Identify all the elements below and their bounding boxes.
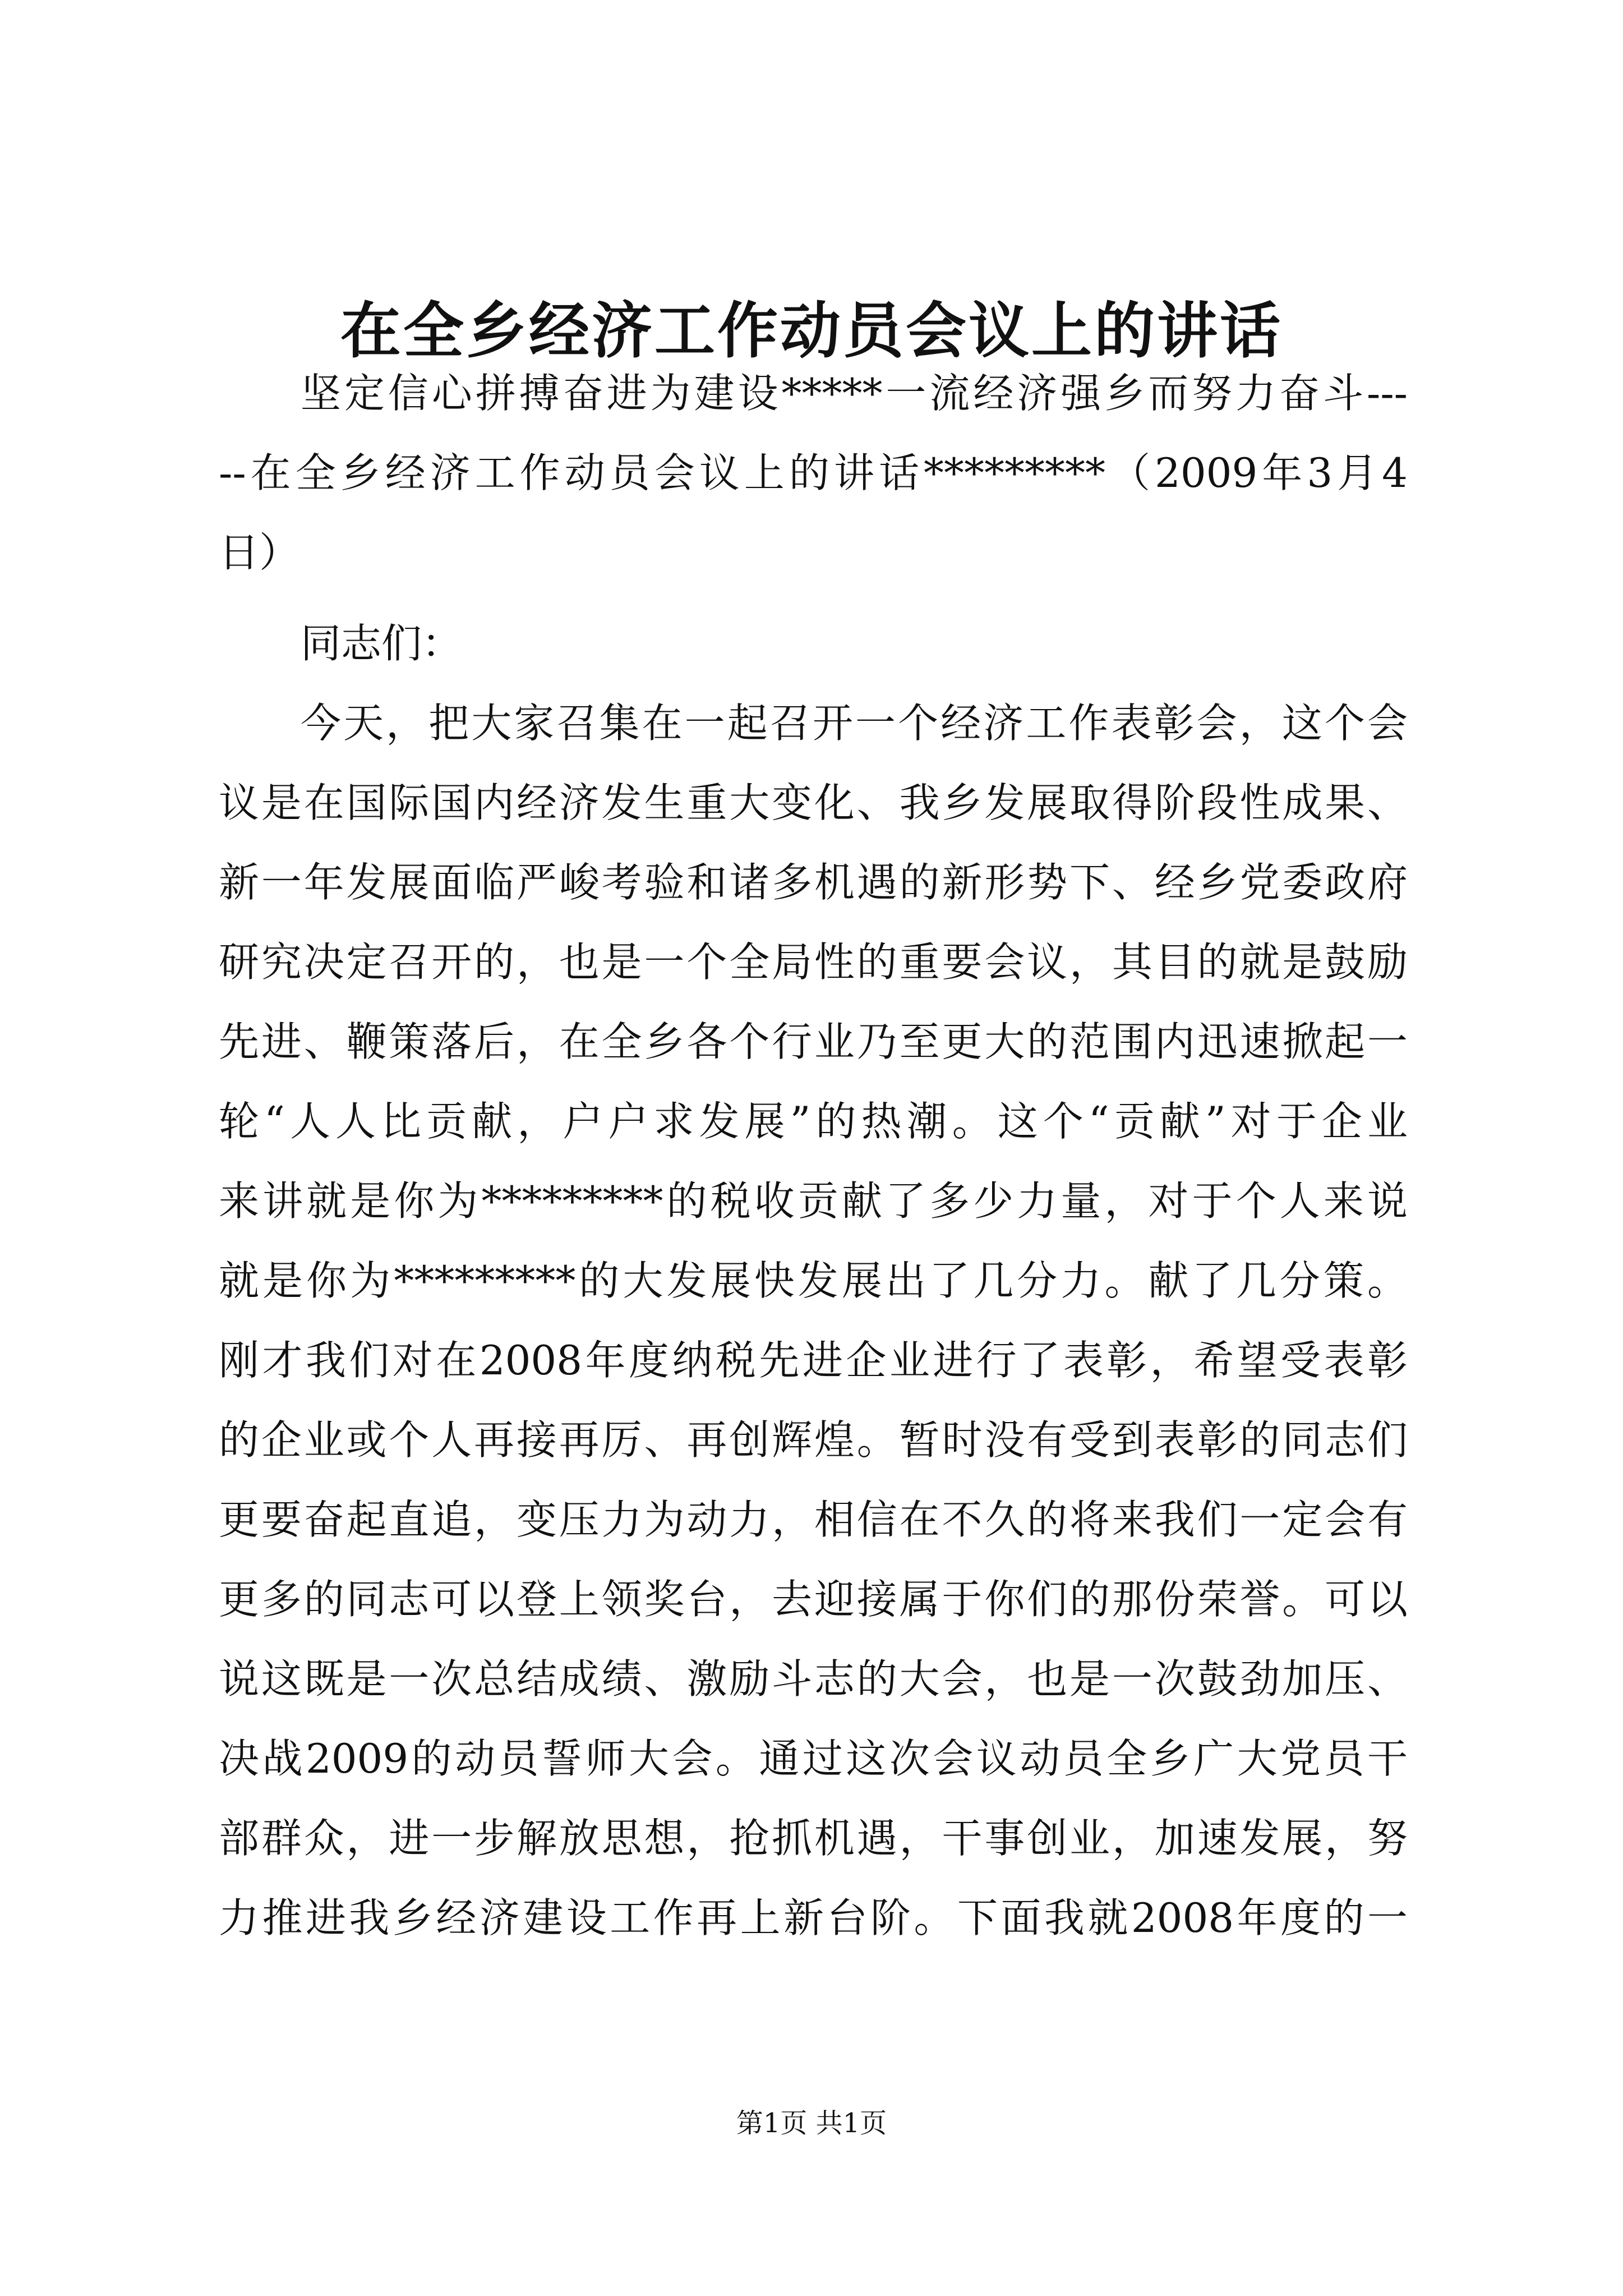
- body-line: 就是你为*********的大发展快发展出了几分力。献了几分策。: [219, 1257, 1408, 1304]
- body-line: 研究决定召开的，也是一个全局性的重要会议，其目的就是鼓励: [219, 938, 1408, 986]
- body-line: 部群众，进一步解放思想，抢抓机遇，干事创业，加速发展，努: [219, 1815, 1408, 1862]
- page-footer: 第1页 共1页: [736, 2108, 887, 2139]
- body-line: 坚定信心拼搏奋进为建设*****一流经济强乡而努力奋斗---: [301, 370, 1408, 417]
- body-line: 说这既是一次总结成绩、激励斗志的大会，也是一次鼓劲加压、: [219, 1655, 1408, 1703]
- document-title: 在全乡经济工作动员会议上的讲话: [340, 296, 1283, 366]
- body-line: 同志们：: [301, 620, 463, 667]
- body-line: 刚才我们对在2008年度纳税先进企业进行了表彰，希望受表彰: [219, 1337, 1408, 1384]
- body-line: 决战2009的动员誓师大会。通过这次会议动员全乡广大党员干: [219, 1735, 1408, 1782]
- body-line: 日）: [219, 529, 300, 576]
- body-line: 更要奋起直追，变压力为动力，相信在不久的将来我们一定会有: [219, 1496, 1408, 1543]
- body-line: 新一年发展面临严峻考验和诸多机遇的新形势下、经乡党委政府: [219, 859, 1408, 906]
- body-line: 力推进我乡经济建设工作再上新台阶。下面我就2008年度的一: [219, 1894, 1408, 1941]
- body-line: 来讲就是你为*********的税收贡献了多少力量，对于个人来说: [219, 1177, 1408, 1225]
- body-line: 议是在国际国内经济发生重大变化、我乡发展取得阶段性成果、: [219, 779, 1408, 826]
- body-line: 更多的同志可以登上领奖台，去迎接属于你们的那份荣誉。可以: [219, 1576, 1408, 1623]
- body-line: 的企业或个人再接再厉、再创辉煌。暂时没有受到表彰的同志们: [219, 1416, 1408, 1464]
- body-line: --在全乡经济工作动员会议上的讲话*********（2009年3月4: [219, 449, 1408, 496]
- body-line: 今天，把大家召集在一起召开一个经济工作表彰会，这个会: [301, 700, 1408, 747]
- document-body: [219, 353, 1408, 1958]
- body-line: 先进、鞭策落后，在全乡各个行业乃至更大的范围内迅速掀起一: [219, 1018, 1408, 1065]
- body-line: 轮“人人比贡献，户户求发展”的热潮。这个“贡献”对于企业: [219, 1098, 1408, 1145]
